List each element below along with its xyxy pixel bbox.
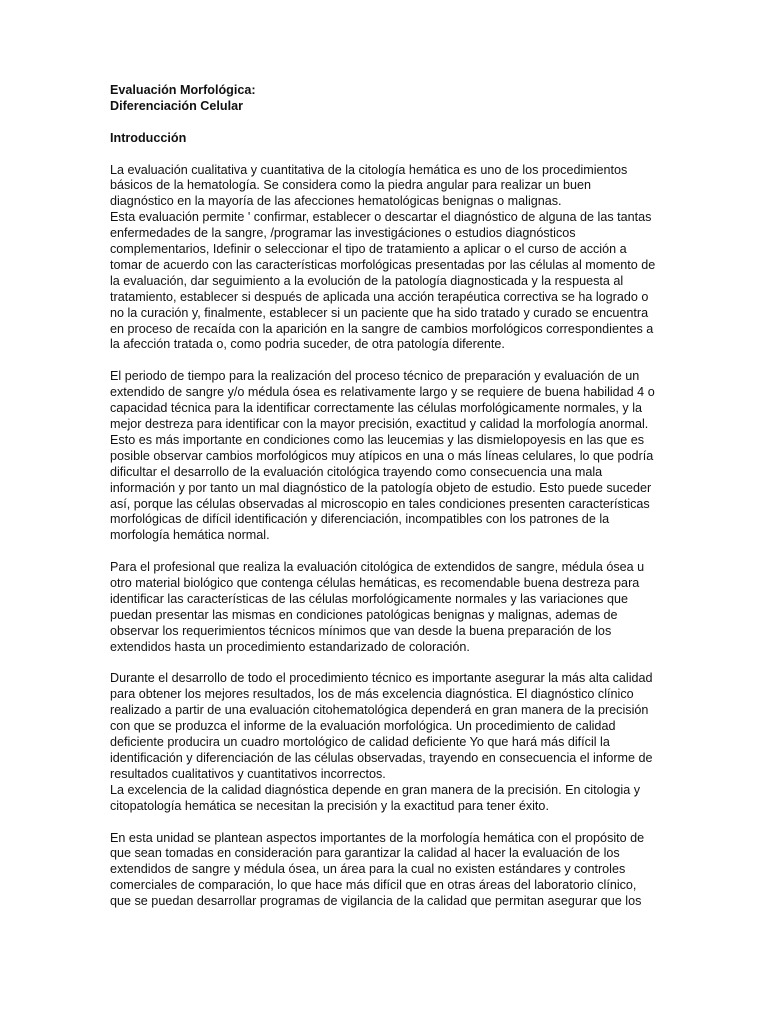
document-title-line-2: Diferenciación Celular	[110, 98, 243, 113]
paragraph-intro-1: La evaluación cualitativa y cuantitativa de la citología hemática es uno de los procedimientos básicos de la hematología. Se considera como la piedra angular para realizar un buen diagnóstico en la mayoría de las afecciones hematológicas benignas o malignas.	[110, 162, 628, 209]
paragraph-professional: Para el profesional que realiza la evaluación citológica de extendidos de sangre, médula ósea u otro material biológico que contenga células hemáticas, es recomendable buena destreza para identificar las características de las células morfológicamente normales y las variaciones que puedan presentar las mismas en condiciones patológicas benignas y malignas, ademas de observar los requerimientos técnicos mínimos que van desde la buena preparación de los extendidos hasta un procedimiento estandarizado de coloración.	[110, 560, 645, 654]
paragraph-technique-time: El periodo de tiempo para la realización del proceso técnico de preparación y evaluación de un extendido de sangre y/o médula ósea es relativamente largo y se requiere de buena habilidad 4 o capacidad técnica para la identificar correctamente las células morfológicamente normales, y la mejor destreza para identificar con la mayor precisión, exactitud y calidad la morfología anormal. Esto es más importante en condiciones como las leucemias y las dismielopoyesis en las que es posible observar cambios morfológicos muy atípicos en una o más líneas celulares, lo que podría dificultar el desarrollo de la evaluación citológica trayendo como consecuencia una mala información y por tanto un mal diagnóstico de la patología objeto de estudio. Esto puede suceder así, porque las células observadas al microscopio en tales condiciones presenten características morfológicas de difícil identificación y diferenciación, incompatibles con los patrones de la morfología hemática normal.	[110, 369, 655, 543]
section-heading: Introducción	[110, 130, 187, 145]
paragraph-unit-purpose: En esta unidad se plantean aspectos importantes de la morfología hemática con el propósito de que sean tomadas en consideración para garantizar la calidad al hacer la evaluación de los extendidos de sangre y médula ósea, un área para la cual no existen estándares y controles comerciales de comparación, lo que hace más difícil que en otras áreas del laboratorio clínico, que se puedan desarrollar programas de vigilancia de la calidad que permitan asegurar que los	[110, 830, 645, 909]
document-body	[110, 83, 658, 910]
paragraph-excellence: La excelencia de la calidad diagnóstica depende en gran manera de la precisión. En citologia y citopatología hemática se necesitan la precisión y la exactitud para tener éxito.	[110, 782, 640, 813]
paragraph-quality: Durante el desarrollo de todo el procedimiento técnico es importante asegurar la más alta calidad para obtener los mejores resultados, los de más excelencia diagnóstica. El diagnóstico clínico realizado a partir de una evaluación citohematológica dependerá en gran manera de la precisión con que se produzca el informe de la evaluación morfológica. Un procedimiento de calidad deficiente producira un cuadro mortológico de calidad deficiente Yo que hará más difícil la identificación y diferenciación de las células observadas, trayendo en consecuencia el informe de resultados cualitativos y cuantitativos incorrectos.	[110, 671, 653, 781]
document-title-line-1: Evaluación Morfológica:	[110, 83, 256, 97]
paragraph-intro-2: Esta evaluación permite ' confirmar, establecer o descartar el diagnóstico de alguna de las tantas enfermedades de la sangre, /programar las investigáciones o estudios diagnósticos complementarios, Idefinir o seleccionar el tipo de tratamiento a aplicar o el curso de acción a tomar de acuerdo con las características morfológicas presentadas por las células al momento de la evaluación, dar seguimiento a la evolución de la patología diagnosticada y la respuesta al tratamiento, establecer si después de aplicada una acción terapéutica correctiva se ha logrado o no la curación y, finalmente, establecer si un paciente que ha sido tratado y curado se encuentra en proceso de recaída con la aparición en la sangre de cambios morfológicos correspondientes a la afección tratada o, como podria suceder, de otra patología diferente.	[110, 210, 656, 352]
